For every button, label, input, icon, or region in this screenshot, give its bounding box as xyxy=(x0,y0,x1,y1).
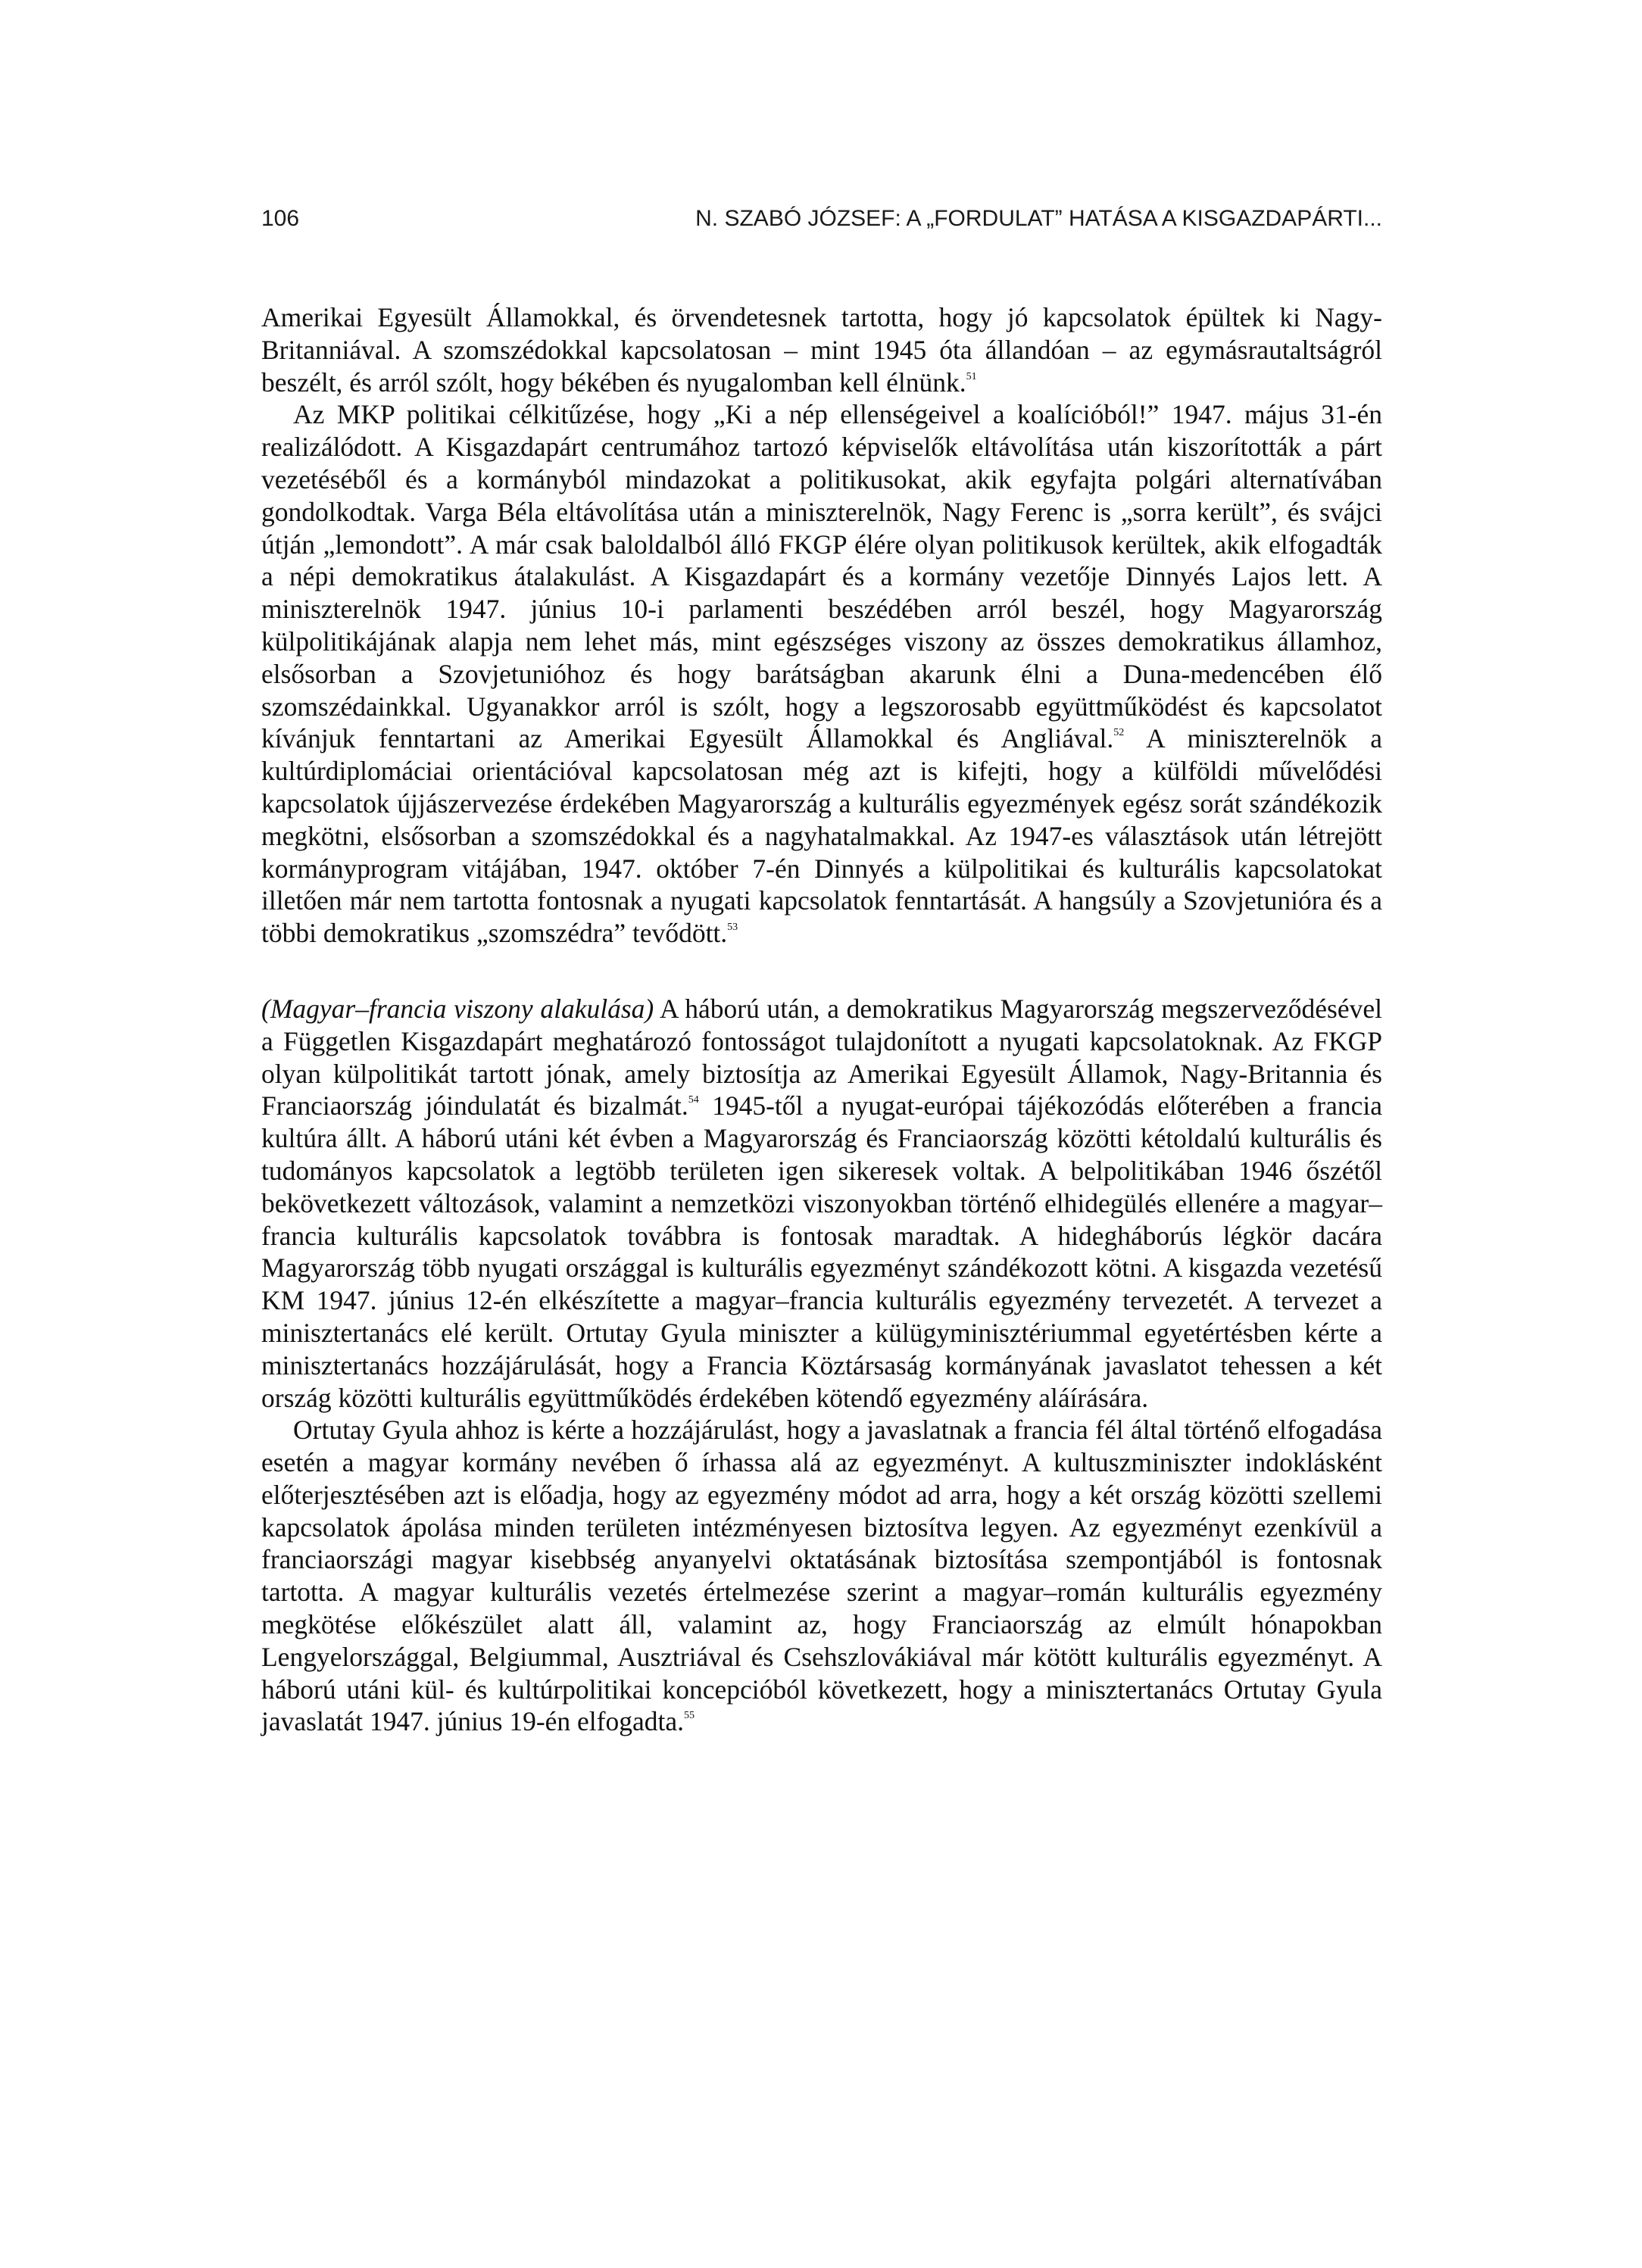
footnote-ref: 55 xyxy=(683,1710,695,1722)
text-segment: A háború után, a demokratikus Magyarország megszerveződésével a Független Kisgazdapárt meghatározó fontosságot tulajdonított a nyugati kapcsolatoknak. Az FKGP olyan külpolitikát tartott jónak, amely biztosítja az Amerikai Egyesült Államok, Nagy-Britannia és Franciaország jóindulatát és bizalmát. xyxy=(261,993,1382,1122)
text-segment: Ortutay Gyula ahhoz is kérte a hozzájárulást, hogy a javaslatnak a francia fél által történő elfogadása esetén a magyar kormány nevében ő írhassa alá az egyezményt. A kultuszminiszter indoklásként előterjesztésében azt is előadja, hogy az egyezmény módot ad arra, hogy a két ország közötti szellemi kapcsolatok ápolása minden területen intézményesen biztosítva legyen. Az egyezményt ezenkívül a franciaországi magyar kisebbség anyanyelvi oktatásának biztosítása szempontjából is fontosnak tartotta. A magyar kulturális vezetés értelmezése szerint a magyar–román kulturális egyezmény megkötése előkészület alatt áll, valamint az, hogy Franciaország az elmúlt hónapokban Lengyelországgal, Belgiummal, Ausztriával és Csehszlovákiával már kötött kulturális egyezményt. A háború utáni kül- és kultúrpolitikai koncepcióból következett, hogy a minisztertanács Ortutay Gyula javaslatát 1947. június 19-én elfogadta. xyxy=(261,1415,1382,1737)
running-title: N. SZABÓ JÓZSEF: A „FORDULAT” HATÁSA A KISGAZDAPÁRTI... xyxy=(695,206,1382,231)
text-segment: A miniszterelnök a kultúrdiplomáciai orientációval kapcsolatosan még azt is kifejti, hogy a külföldi művelődési kapcsolatok újjászervezése érdekében Magyarország a kulturális egyezmények egész sorát szándékozik megkötni, elsősorban a szomszédokkal és a nagyhatalmakkal. Az 1947-es választások után létrejött kormányprogram vitájában, 1947. október 7-én Dinnyés a külpolitikai és kulturális kapcsolatokat illetően már nem tartotta fontosnak a nyugati kapcsolatok fenntartását. A hangsúly a Szovjetunióra és a többi demokratikus „szomszédra” tevődött. xyxy=(261,723,1383,949)
body-text xyxy=(261,301,1382,1738)
paragraph-hungarian-french-relations xyxy=(261,993,1382,1414)
footnote-ref: 54 xyxy=(688,1094,699,1106)
text-segment: Az MKP politikai célkitűzése, hogy „Ki a nép ellenségeivel a koalícióból!” 1947. május 31-én realizálódott. A Kisgazdapárt centrumához tartozó képviselők eltávolítása után kiszorították a párt vezetéséből és a kormányból mindazokat a politikusokat, akik egyfajta polgári alternatívában gondolkodtak. Varga Béla eltávolítása után a miniszterelnök, Nagy Ferenc is „sorra került”, és svájci útján „lemondott”. A már csak baloldalból álló FKGP élére olyan politikusok kerültek, akik elfogadták a népi demokratikus átalakulást. A Kisgazdapárt és a kormány vezetője Dinnyés Lajos lett. A miniszterelnök 1947. június 10-i parlamenti beszédében arról beszél, hogy Magyarország külpolitikájának alapja nem lehet más, mint egészséges viszony az összes demokratikus államhoz, elsősorban a Szovjetunióhoz és hogy barátságban akarunk élni a Duna-medencében élő szomszédainkkal. Ugyanakkor arról is szólt, hogy a legszorosabb együttműködést és kapcsolatot kívánjuk fenntartani az Amerikai Egyesült Államokkal és Angliával. xyxy=(261,399,1382,754)
page-number: 106 xyxy=(261,206,300,231)
footnote-ref: 52 xyxy=(1113,727,1125,739)
paragraph-continuation xyxy=(261,301,1382,398)
page-header xyxy=(261,206,1382,244)
text-segment: 1945-től a nyugat-európai tájékozódás előterében a francia kultúra állt. A háború utáni két évben a Magyarország és Franciaország közötti kétoldalú kulturális és tudományos kapcsolatok a legtöbb területen igen sikeresek voltak. A belpolitikában 1946 őszétől bekövetkezett változások, valamint a nemzetközi viszonyokban történő elhidegülés ellenére a magyar–francia kulturális kapcsolatok továbbra is fontosak maradtak. A hidegháborús légkör dacára Magyarország több nyugati országgal is kulturális egyezményt szándékozott kötni. A kisgazda vezetésű KM 1947. június 12-én elkészítette a magyar–francia kulturális egyezmény tervezetét. A tervezet a minisztertanács elé került. Ortutay Gyula miniszter a külügyminisztériummal egyetértésben kérte a minisztertanács hozzájárulását, hogy a Francia Köztársaság kormányának javaslatot tehessen a két ország közötti kulturális együttműködés érdekében kötendő egyezmény aláírására. xyxy=(261,1090,1382,1413)
paragraph-mkp-policy xyxy=(261,398,1382,950)
footnote-ref: 53 xyxy=(727,922,738,934)
text-segment: Amerikai Egyesült Államokkal, és örvendetesnek tartotta, hogy jó kapcsolatok épültek ki Nagy-Britanniával. A szomszédokkal kapcsolatosan – mint 1945 óta állandóan – az egymásrautaltságról beszélt, és arról szólt, hogy békében és nyugalomban kell élnünk. xyxy=(261,302,1382,398)
section-run-in-heading: (Magyar–francia viszony alakulása) xyxy=(261,993,654,1024)
paragraph-ortutay xyxy=(261,1414,1382,1738)
footnote-ref: 51 xyxy=(966,370,977,382)
